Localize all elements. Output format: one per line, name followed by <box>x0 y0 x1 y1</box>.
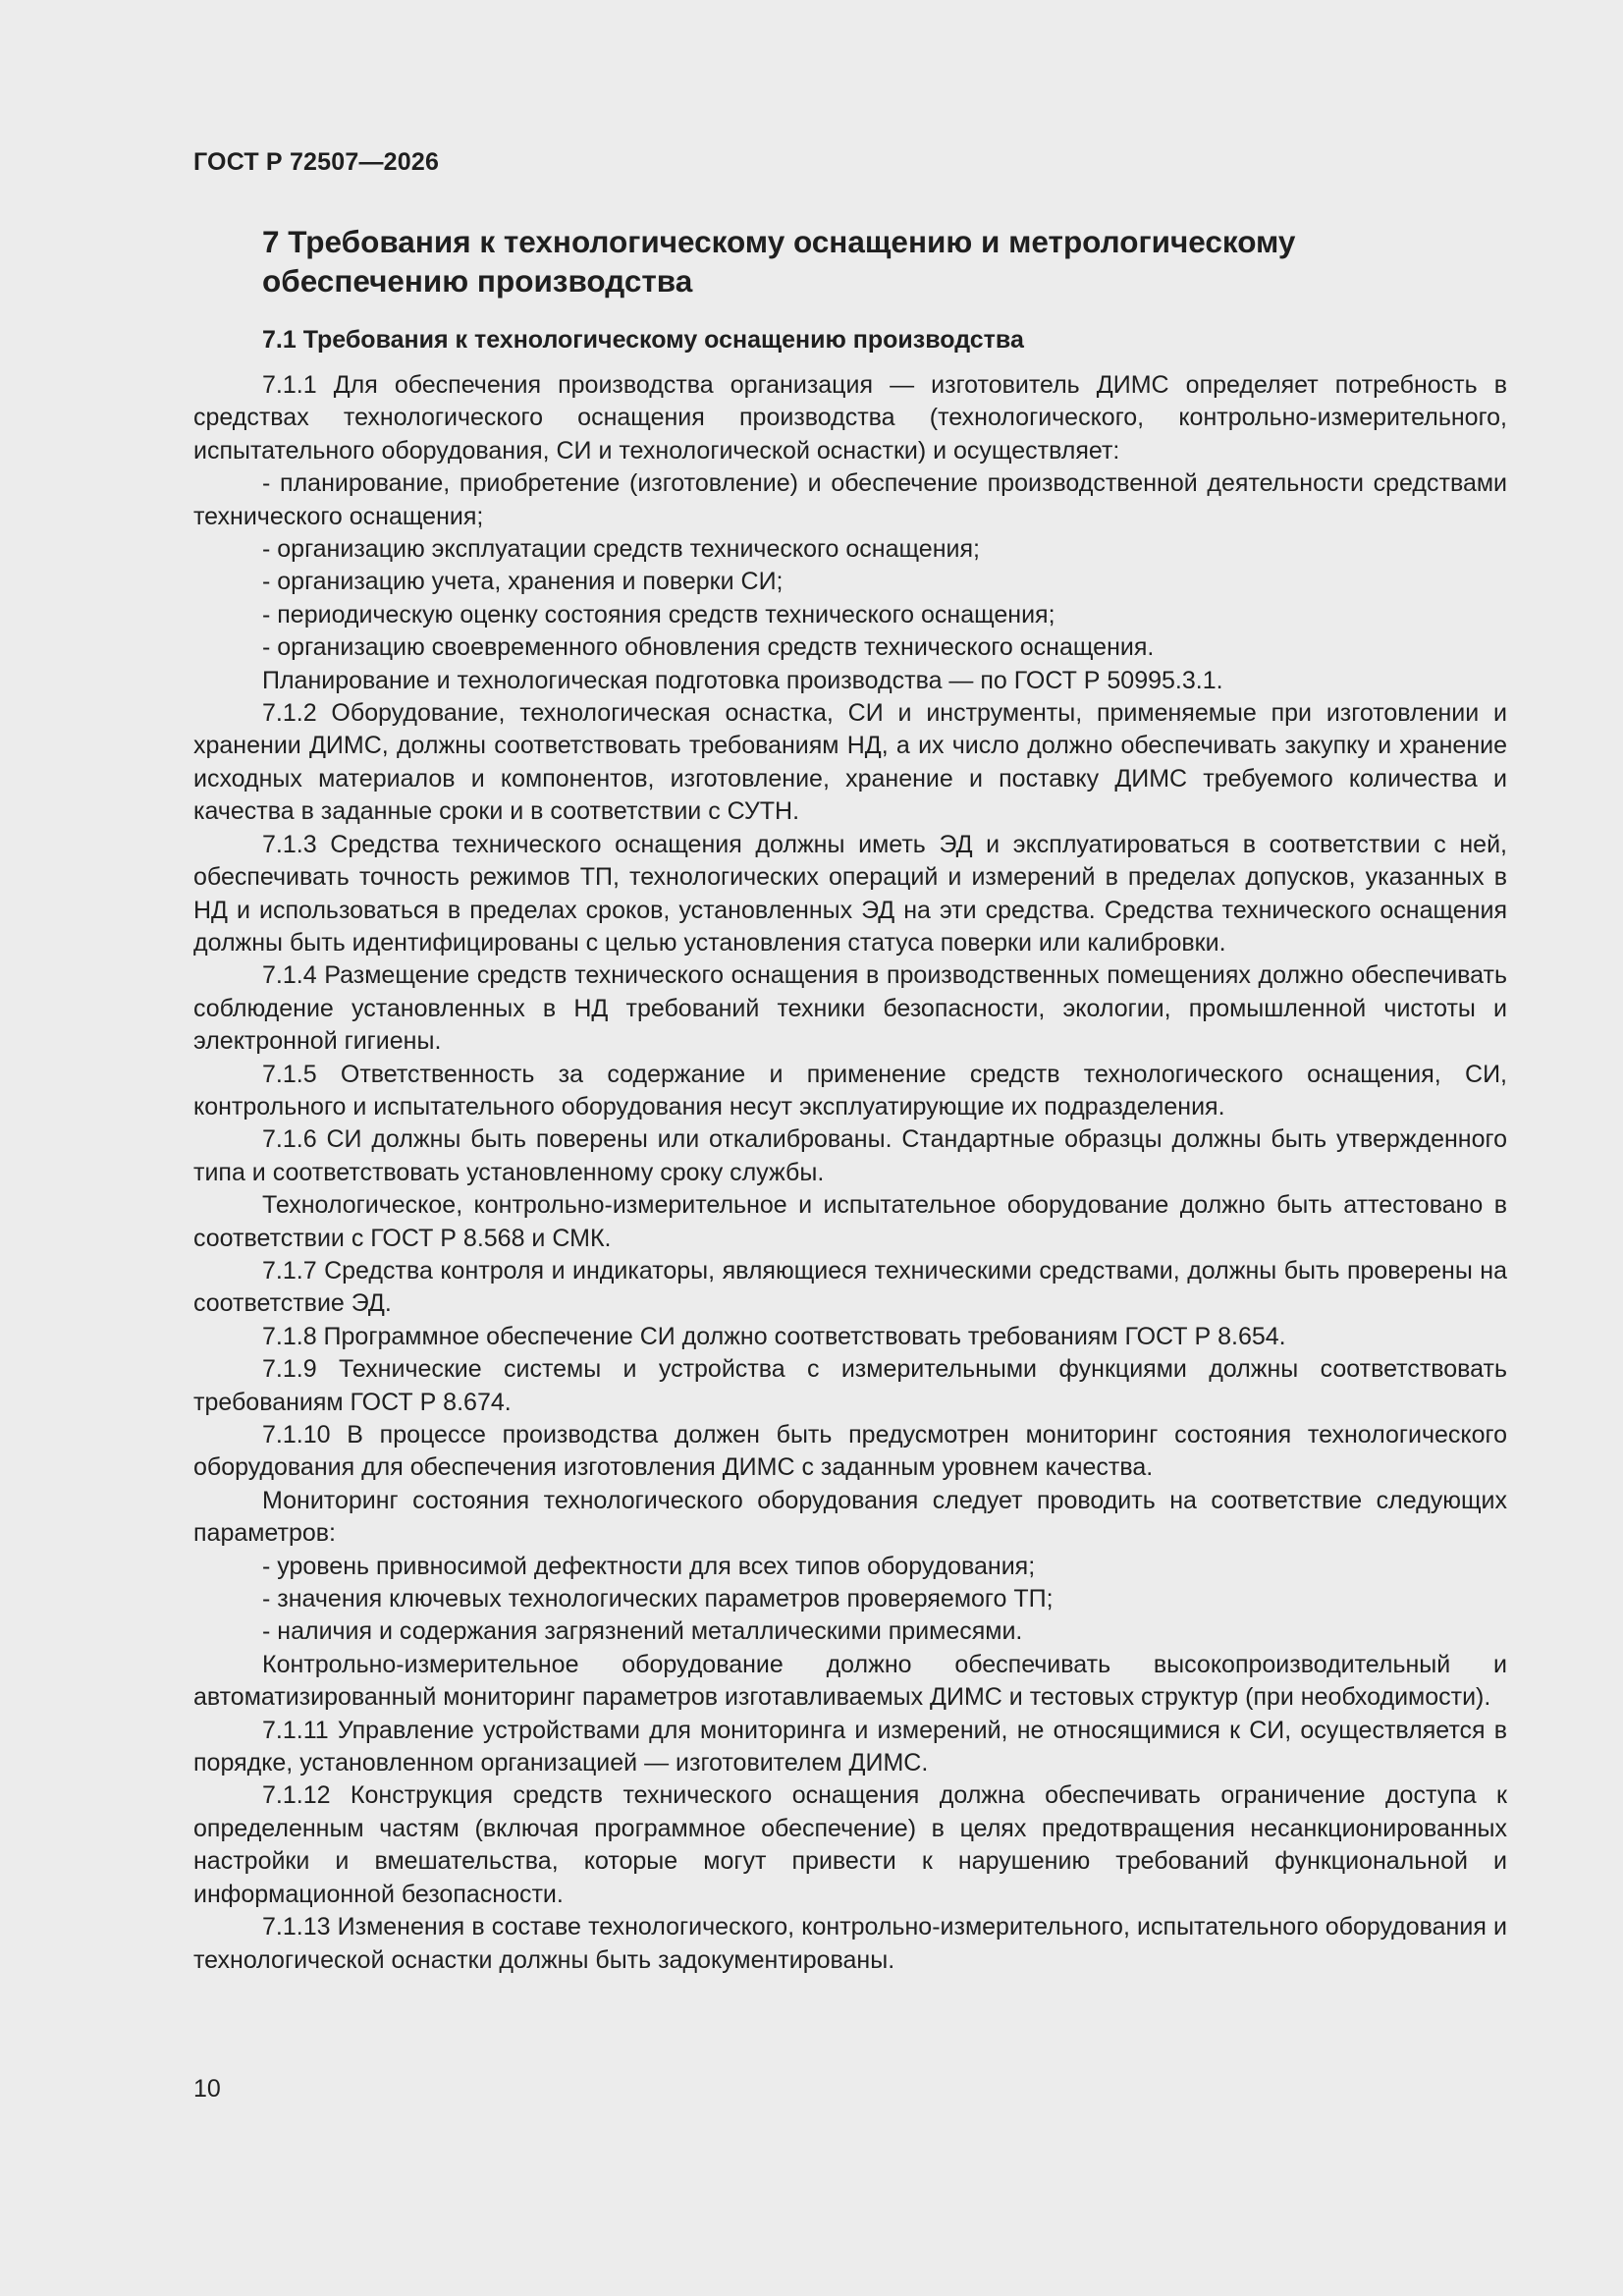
paragraph: 7.1.7 Средства контроля и индикаторы, являющиеся техническими средствами, должны быть проверены на соответствие ЭД. <box>193 1256 1507 1318</box>
subsection-title: 7.1 Требования к технологическому оснащению производства <box>262 326 1024 354</box>
paragraph: Планирование и технологическая подготовка производства — по ГОСТ Р 50995.3.1. <box>262 666 1223 694</box>
paragraph: 7.1.13 Изменения в составе технологического, контрольно-измерительного, испытательного оборудования и технологической оснастки должны быть задокументированы. <box>193 1913 1507 1974</box>
document-header: ГОСТ Р 72507—2026 <box>193 148 440 176</box>
paragraph: - планирование, приобретение (изготовление) и обеспечение производственной деятельности средствами технического оснащения; <box>193 469 1507 530</box>
paragraph: 7.1.10 В процессе производства должен быть предусмотрен мониторинг состояния технологического оборудования для обеспечения изготовления ДИМС с заданным уровнем качества. <box>193 1421 1507 1482</box>
paragraph: Контрольно-измерительное оборудование должно обеспечивать высокопроизводительный и автоматизированный мониторинг параметров изготавливаемых ДИМС и тестовых структур (при необходимости). <box>193 1650 1507 1712</box>
list-item: - уровень привносимой дефектности для всех типов оборудования; <box>262 1552 1036 1580</box>
page-number: 10 <box>193 2075 221 2103</box>
paragraph: 7.1.4 Размещение средств технического оснащения в производственных помещениях должно обеспечивать соблюдение установленных в НД требований техники безопасности, экологии, промышленной чистоты и электронной гигиены. <box>193 961 1507 1056</box>
paragraph: 7.1.8 Программное обеспечение СИ должно соответствовать требованиям ГОСТ Р 8.654. <box>262 1322 1286 1350</box>
paragraph: 7.1.6 СИ должны быть поверены или откалиброваны. Стандартные образцы должны быть утвержденного типа и соответствовать установленному сроку службы. <box>193 1125 1507 1186</box>
list-item: - организацию эксплуатации средств технического оснащения; <box>262 535 980 564</box>
paragraph: Мониторинг состояния технологического оборудования следует проводить на соответствие следующих параметров: <box>193 1486 1507 1548</box>
document-body <box>193 222 1507 1977</box>
paragraph: Технологическое, контрольно-измерительное и испытательное оборудование должно быть аттестовано в соответствии с ГОСТ Р 8.568 и СМК. <box>193 1191 1507 1252</box>
paragraph: 7.1.12 Конструкция средств технического оснащения должна обеспечивать ограничение доступа к определенным частям (включая программное обеспечение) в целях предотвращения несанкционированных настройки и вмешательства, которые могут привести к нарушению требований функциональной и информационной безопасности. <box>193 1781 1507 1908</box>
list-item: - организацию учета, хранения и поверки СИ; <box>262 568 784 596</box>
paragraph: 7.1.5 Ответственность за содержание и применение средств технологического оснащения, СИ, контрольного и испытательного оборудования несут эксплуатирующие их подразделения. <box>193 1060 1507 1121</box>
paragraph: 7.1.9 Технические системы и устройства с измерительными функциями должны соответствовать требованиям ГОСТ Р 8.674. <box>193 1355 1507 1416</box>
paragraph: 7.1.1 Для обеспечения производства организация — изготовитель ДИМС определяет потребность в средствах технологического оснащения производства (технологического, контрольно-измерительного, испытательного оборудования, СИ и технологической оснастки) и осуществляет: <box>193 371 1507 465</box>
list-item: - периодическую оценку состояния средств технического оснащения; <box>262 600 1055 629</box>
list-item: - значения ключевых технологических параметров проверяемого ТП; <box>262 1585 1054 1613</box>
section-title: 7 Требования к технологическому оснащению и метрологическому обеспечению производства <box>262 224 1296 299</box>
paragraph: 7.1.3 Средства технического оснащения должны иметь ЭД и эксплуатироваться в соответствии с ней, обеспечивать точность режимов ТП, технологических операций и измерений в пределах допусков, указанных в НД и использоваться в пределах сроков, установленных ЭД на эти средства. Средства технического оснащения должны быть идентифицированы с целью установления статуса поверки или калибровки. <box>193 830 1507 957</box>
list-item: - организацию своевременного обновления средств технического оснащения. <box>262 633 1155 662</box>
paragraph-list <box>193 369 1507 1977</box>
paragraph: 7.1.11 Управление устройствами для мониторинга и измерений, не относящимися к СИ, осуществляется в порядке, установленном организацией — изготовителем ДИМС. <box>193 1716 1507 1777</box>
list-item: - наличия и содержания загрязнений металлическими примесями. <box>262 1617 1023 1646</box>
paragraph: 7.1.2 Оборудование, технологическая оснастка, СИ и инструменты, применяемые при изготовлении и хранении ДИМС, должны соответствовать требованиям НД, а их число должно обеспечивать закупку и хранение исходных материалов и компонентов, изготовление, хранение и поставку ДИМС требуемого количества и качества в заданные сроки и в соответствии с СУТН. <box>193 699 1507 826</box>
